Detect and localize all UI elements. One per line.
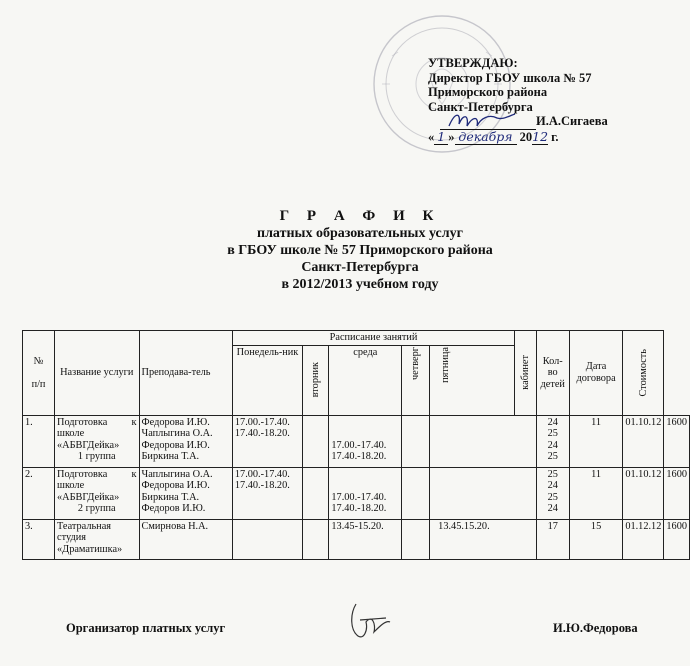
row-teachers [139,519,232,559]
service-group: 1 группа [77,451,116,462]
header-room-label: кабинет [519,355,531,391]
service-name: Подготовка к школе «АБВГДейка» [57,416,137,451]
header-num-pp: п/п [31,378,46,390]
row-count: 11 [569,415,622,467]
header-teacher: Преподава-тель [139,331,232,416]
schedule-table [22,330,690,560]
time-slot: 13.45-15.20. [331,520,384,532]
header-wednesday: среда [329,345,402,415]
approval-line-1: Директор ГБОУ школа № 57 [428,70,592,85]
header-cost [623,331,664,416]
row-teachers [139,415,232,467]
table-row [23,415,690,467]
row-friday [430,519,536,559]
title-line-2: платных образовательных услуг [257,226,463,241]
header-room [515,331,536,416]
approval-heading: УТВЕРЖДАЮ: [428,56,518,70]
row-wednesday [329,415,402,467]
row-service [55,415,140,467]
teacher-name: Федоров И.Ю. [141,503,206,514]
document-title [150,208,570,293]
row-thursday [402,415,430,467]
teacher-name: Чаплыгина О.А. [141,468,213,480]
row-rooms [536,415,569,467]
table-row [23,467,690,519]
row-count: 11 [569,467,622,519]
room-number: 17 [547,520,558,532]
header-thursday-label: четверг [409,346,421,380]
room-number: 24 [547,503,558,514]
approval-signer: И.А.Сигаева [536,114,608,128]
row-friday [430,467,536,519]
time-slot: 17.40.-18.20. [234,480,290,491]
row-friday [430,415,536,467]
row-rooms [536,519,569,559]
header-friday [430,345,515,415]
date-suffix: г. [551,129,559,144]
time-slot: 17.40.-18.20. [331,503,387,514]
row-num: 2. [23,467,55,519]
teacher-name: Смирнова Н.А. [141,520,209,532]
row-cost: 1600 [664,467,690,519]
time-slot: 17.40.-18.20. [234,428,290,439]
room-number: 24 [547,439,558,451]
title-graph: Г Р А Ф И К [279,208,441,224]
row-monday [232,467,302,519]
title-line-3: в ГБОУ школе № 57 Приморского района [227,243,493,258]
teacher-name: Федорова И.Ю. [141,439,210,451]
row-contract-date: 01.12.12 [623,519,664,559]
director-signature [445,106,517,134]
row-service [55,467,140,519]
teacher-name: Биркина Т.А. [141,451,200,462]
row-cost: 1600 [664,415,690,467]
row-monday [232,519,302,559]
teacher-name: Биркина Т.А. [141,491,200,503]
row-tuesday [303,467,329,519]
date-year-prefix: 20 [519,129,533,144]
row-rooms [536,467,569,519]
service-name: Театральная студия «Драматишка» [57,520,123,555]
row-contract-date: 01.10.12 [623,467,664,519]
organizer-name: И.Ю.Федорова [553,621,638,635]
room-number: 24 [547,480,558,491]
time-slot: 17.00.-17.40. [234,416,290,428]
row-thursday [402,519,430,559]
row-teachers [139,467,232,519]
row-monday [232,415,302,467]
time-slot: 17.40.-18.20. [331,451,387,462]
room-number: 25 [547,491,558,503]
header-num [23,331,55,416]
time-slot: 13.45.15.20. [438,520,490,532]
service-name: Подготовка к школе «АБВГДейка» [57,468,137,503]
approval-line-2: Приморского района [428,85,548,99]
room-number: 25 [547,428,558,439]
header-friday-label: пятница [440,346,452,383]
header-num-sign: № [33,355,44,367]
approval-line-3: Санкт-Петербурга [428,99,533,114]
approval-date-year: 12 [532,128,549,144]
title-line-5: в 2012/2013 учебном году [281,277,439,292]
header-monday: Понедель-ник [232,345,302,415]
row-thursday [402,467,430,519]
room-number: 25 [547,451,558,462]
row-tuesday [303,415,329,467]
room-number: 24 [547,416,558,428]
teacher-name: Чаплыгина О.А. [141,428,213,439]
approval-date-month: декабря [455,130,517,146]
header-service: Название услуги [55,331,140,416]
header-cost-label: Стоимость [637,349,649,397]
time-slot: 17.00.-17.40. [234,468,290,480]
service-group: 2 группа [77,503,116,514]
organizer-label: Организатор платных услуг [66,621,226,635]
row-wednesday [329,519,402,559]
title-line-4: Санкт-Петербурга [301,260,419,275]
header-tuesday [303,345,329,415]
row-tuesday [303,519,329,559]
row-wednesday [329,467,402,519]
header-contract-date: Дата договора [569,331,622,416]
header-count: Кол-во детей [536,331,569,416]
row-service [55,519,140,559]
organizer-signature [346,600,392,642]
time-slot: 17.00.-17.40. [331,491,387,503]
date-open-quote: « [428,129,435,144]
teacher-name: Федорова И.Ю. [141,480,210,491]
row-num: 3. [23,519,55,559]
row-num: 1. [23,415,55,467]
time-slot: 17.00.-17.40. [331,439,387,451]
header-schedule: Расписание занятий [232,331,514,346]
room-number: 25 [547,468,558,480]
row-count: 15 [569,519,622,559]
row-contract-date: 01.10.12 [623,415,664,467]
table-row [23,519,690,559]
teacher-name: Федорова И.Ю. [141,416,210,428]
header-tuesday-label: вторник [310,362,321,398]
date-close-quote: » [448,129,455,144]
header-thursday [402,345,430,415]
approval-date-day: 1 [434,130,448,146]
row-cost: 1600 [664,519,690,559]
